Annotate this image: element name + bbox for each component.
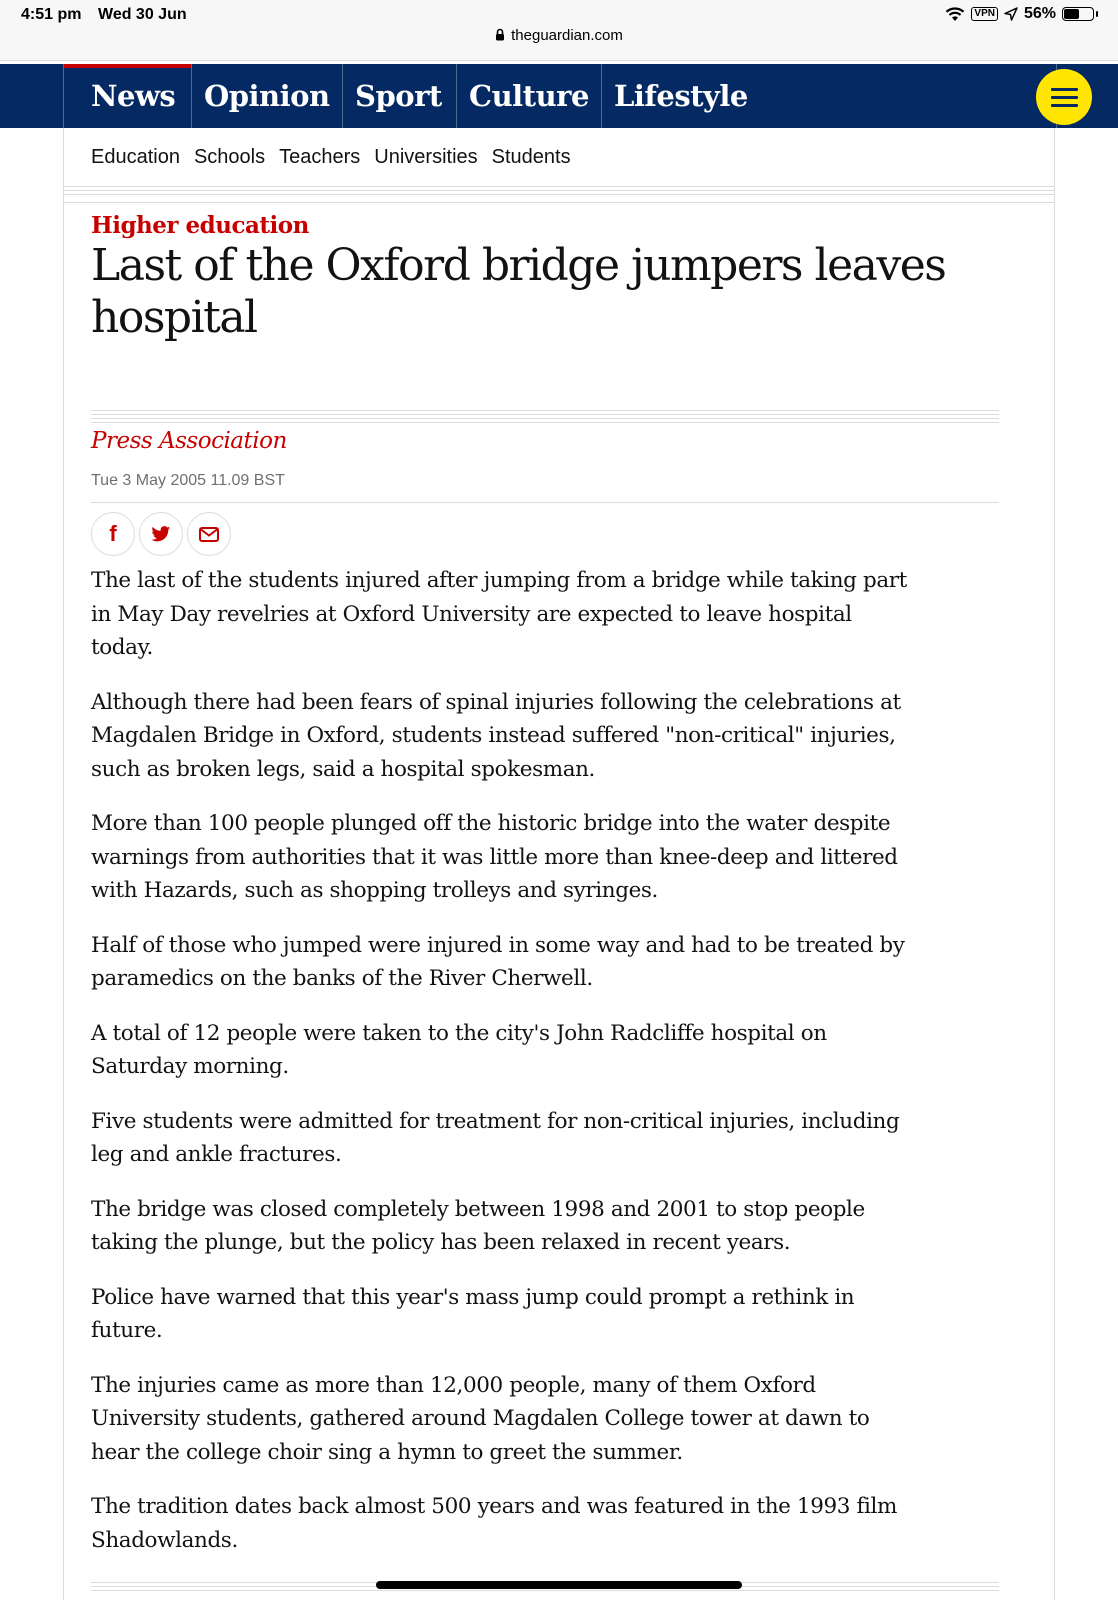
article-paragraph: The injuries came as more than 12,000 people, many of them Oxford University students, gathered around Magdalen College tower at dawn to hear the college choir sing a hymn to greet the summer. <box>91 1372 870 1465</box>
pillar-nav-inner <box>63 64 1057 128</box>
battery-icon <box>1062 7 1094 21</box>
pillar-opinion[interactable]: Opinion <box>191 64 342 128</box>
date-divider <box>91 502 999 503</box>
article-paragraph: A total of 12 people were taken to the city's John Radcliffe hospital on Saturday morning. <box>91 1020 827 1079</box>
article-body <box>91 564 911 1578</box>
status-date: Wed 30 Jun <box>98 6 187 23</box>
section-kicker[interactable]: Higher education <box>91 212 309 239</box>
article-paragraph: The bridge was closed completely between 1998 and 2001 to stop people taking the plunge, but the policy has been relaxed in recent years. <box>91 1196 865 1255</box>
article-paragraph: Five students were admitted for treatment for non-critical injuries, including leg and ankle fractures. <box>91 1108 900 1167</box>
vpn-badge: VPN <box>971 7 998 21</box>
meta-divider <box>91 410 999 426</box>
status-indicators <box>945 5 1094 23</box>
share-twitter-button[interactable] <box>139 512 183 556</box>
home-indicator[interactable] <box>376 1581 742 1589</box>
article-paragraph: The last of the students injured after jumping from a bridge while taking part in May Day revelries at Oxford University are expected to leave hospital today. <box>91 568 907 660</box>
article-paragraph: More than 100 people plunged off the historic bridge into the water despite warnings from authorities that it was little more than knee-deep and littered with Hazards, such as shopping trolleys and syringes. <box>91 811 898 903</box>
subnav <box>91 146 571 169</box>
subnav-item-teachers[interactable]: Teachers <box>279 146 361 168</box>
url-text: theguardian.com <box>511 27 623 44</box>
wifi-icon <box>945 7 965 22</box>
location-arrow-icon <box>1004 7 1018 21</box>
pillar-lifestyle[interactable]: Lifestyle <box>601 64 761 128</box>
twitter-icon <box>151 526 171 543</box>
subnav-divider <box>64 186 1054 187</box>
share-facebook-button[interactable] <box>91 512 135 556</box>
address-bar[interactable] <box>0 27 1118 44</box>
status-time: 4:51 pm <box>21 6 82 23</box>
publish-date: Tue 3 May 2005 11.09 BST <box>91 472 285 489</box>
lock-icon <box>495 28 505 41</box>
subnav-item-students[interactable]: Students <box>491 146 571 168</box>
pillar-news[interactable]: News <box>64 64 191 128</box>
subnav-item-universities[interactable]: Universities <box>374 146 478 168</box>
battery-level <box>1064 9 1079 19</box>
subnav-item-education[interactable]: Education <box>91 146 180 168</box>
email-icon <box>199 527 219 542</box>
article-paragraph: The tradition dates back almost 500 years and was featured in the 1993 film Shadowlands. <box>91 1494 897 1553</box>
status-bar <box>0 0 1118 61</box>
share-buttons <box>91 512 231 556</box>
hamburger-icon <box>1051 88 1078 91</box>
facebook-icon: f <box>109 521 117 546</box>
menu-button[interactable] <box>1036 69 1092 125</box>
pillar-sport[interactable]: Sport <box>342 64 456 128</box>
headline: Last of the Oxford bridge jumpers leaves hospital <box>91 240 946 343</box>
pillar-culture[interactable]: Culture <box>456 64 601 128</box>
battery-percent: 56% <box>1023 5 1056 22</box>
byline[interactable]: Press Association <box>91 428 287 454</box>
article-paragraph: Half of those who jumped were injured in some way and had to be treated by paramedics on the banks of the River Cherwell. <box>91 932 905 991</box>
article-paragraph: Police have warned that this year's mass jump could prompt a rethink in future. <box>91 1284 855 1343</box>
pillar-nav <box>0 64 1118 128</box>
subnav-item-schools[interactable]: Schools <box>193 146 266 168</box>
article-paragraph: Although there had been fears of spinal injuries following the celebrations at Magdalen Bridge in Oxford, students instead suffered "non-critical" injuries, such as broken legs, said a hospital spokesman. <box>91 689 901 782</box>
share-email-button[interactable] <box>187 512 231 556</box>
